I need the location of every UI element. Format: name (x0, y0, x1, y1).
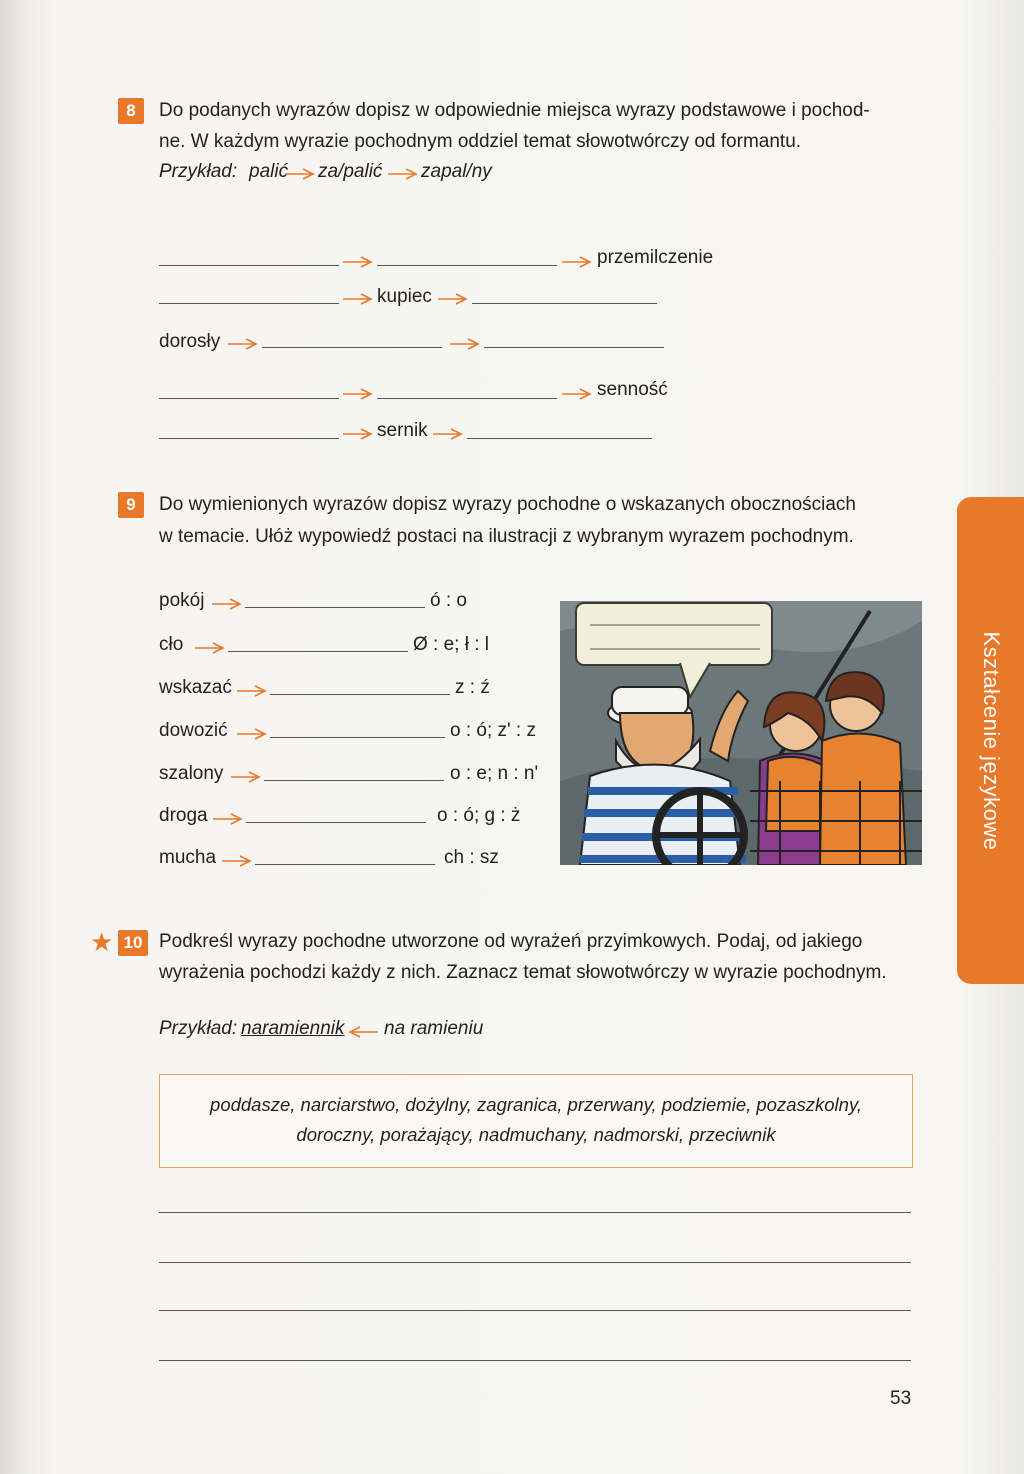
exercise-9-word: szalony (159, 763, 224, 784)
arrow-right-icon (562, 388, 592, 400)
exercise-8-example-label: Przykład: (159, 161, 238, 182)
answer-line[interactable] (159, 265, 339, 266)
answer-line[interactable] (159, 303, 339, 304)
exercise-8-word-sennosc: senność (597, 379, 668, 400)
exercise-8-example-word3: zapal/ny (421, 161, 492, 182)
exercise-8-word-przemilczenie: przemilczenie (597, 247, 714, 268)
exercise-9-alternation: o : ó; z' : z (450, 720, 536, 741)
section-tab (957, 497, 1024, 984)
exercise-9-instruction-line2: w temacie. Ułóż wypowiedź postaci na ilustracji z wybranym wyrazem pochodnym. (159, 526, 854, 547)
arrow-right-icon (237, 685, 267, 697)
word-list-line1: poddasze, narciarstwo, dożylny, zagranica, przerwany, podziemie, pozaszkolny, (210, 1094, 862, 1115)
section-tab-label: Kształcenie językowe (978, 630, 1004, 851)
arrow-right-icon (213, 813, 243, 825)
exercise-10-instruction-line2: wyrażenia pochodzi każdy z nich. Zaznacz temat słowotwórczy w wyrazie pochodnym. (159, 962, 887, 983)
arrow-right-icon (237, 728, 267, 740)
answer-line[interactable] (262, 347, 442, 348)
exercise-9-word: droga (159, 805, 208, 826)
answer-line[interactable] (467, 438, 652, 439)
arrow-right-icon (231, 771, 261, 783)
answer-line[interactable] (228, 651, 408, 652)
arrow-right-icon (433, 428, 463, 440)
exercise-10-number: 10 (118, 930, 148, 956)
exercise-9-alternation: ch : sz (444, 847, 499, 868)
arrow-right-icon (222, 855, 252, 867)
exercise-8-word-dorosly: dorosły (159, 331, 221, 352)
exercise-9-word: pokój (159, 590, 205, 611)
answer-line[interactable] (270, 737, 445, 738)
exercise-10-instruction-line1: Podkreśl wyrazy pochodne utworzone od wyrażeń przyimkowych. Podaj, od jakiego (159, 931, 863, 952)
exercise-9-word: wskazać (159, 677, 232, 698)
exercise-9-word: mucha (159, 847, 217, 868)
word-list-box (159, 1074, 913, 1168)
arrow-right-icon (343, 256, 373, 268)
exercise-9-word: dowozić (159, 720, 228, 741)
answer-line[interactable] (159, 1212, 911, 1213)
answer-line[interactable] (159, 438, 339, 439)
exercise-9-alternation: z : ź (455, 677, 490, 698)
exercise-9-word: cło (159, 634, 184, 655)
exercise-9-alternation: ó : o (430, 590, 467, 611)
answer-line[interactable] (159, 1310, 911, 1311)
exercise-9-number: 9 (118, 492, 144, 518)
answer-line[interactable] (159, 1360, 911, 1361)
exercise-10-example-base: na ramieniu (384, 1018, 484, 1039)
answer-line[interactable] (264, 780, 444, 781)
arrow-right-icon (450, 338, 480, 350)
exercise-8-word-kupiec: kupiec (377, 286, 432, 307)
answer-line[interactable] (245, 607, 425, 608)
sailors-boat-illustration (560, 601, 922, 865)
arrow-right-icon (343, 428, 373, 440)
exercise-8-example-word1: palić (249, 161, 289, 182)
exercise-9-alternation: Ø : e; ł : l (413, 634, 490, 655)
answer-line[interactable] (159, 398, 339, 399)
arrow-right-icon (228, 338, 258, 350)
exercise-8-word-sernik: sernik (377, 420, 428, 441)
exercise-9-instruction-line1: Do wymienionych wyrazów dopisz wyrazy pochodne o wskazanych obocznościach (159, 494, 856, 515)
exercise-9-alternation: o : e; n : n' (450, 763, 539, 784)
star-icon: ★ (90, 927, 114, 957)
exercise-9-alternation: o : ó; g : ż (437, 805, 521, 826)
exercise-8-example-word2: za/palić (318, 161, 383, 182)
arrow-left-icon (348, 1026, 378, 1038)
arrow-right-icon (562, 256, 592, 268)
arrow-right-icon (195, 642, 225, 654)
answer-line[interactable] (246, 822, 426, 823)
arrow-right-icon (343, 293, 373, 305)
exercise-8-instruction-line1: Do podanych wyrazów dopisz w odpowiednie miejsca wyrazy podstawowe i pochod- (159, 100, 870, 121)
word-list-line2: doroczny, porażający, nadmuchany, nadmorski, przeciwnik (296, 1124, 776, 1145)
answer-line[interactable] (377, 398, 557, 399)
exercise-10-example-label: Przykład: (159, 1018, 238, 1039)
answer-line[interactable] (484, 347, 664, 348)
exercise-10-example-derived: naramiennik (241, 1018, 345, 1039)
exercise-8-instruction-line2: ne. W każdym wyrazie pochodnym oddziel temat słowotwórczy od formantu. (159, 131, 802, 152)
answer-line[interactable] (159, 1262, 911, 1263)
arrow-right-icon (388, 168, 418, 180)
answer-line[interactable] (472, 303, 657, 304)
arrow-right-icon (438, 293, 468, 305)
answer-line[interactable] (270, 694, 450, 695)
arrow-right-icon (343, 388, 373, 400)
page-number: 53 (890, 1388, 912, 1409)
exercise-8-number: 8 (118, 98, 144, 124)
arrow-right-icon (285, 168, 315, 180)
answer-line[interactable] (255, 864, 435, 865)
answer-line[interactable] (377, 265, 557, 266)
arrow-right-icon (212, 598, 242, 610)
